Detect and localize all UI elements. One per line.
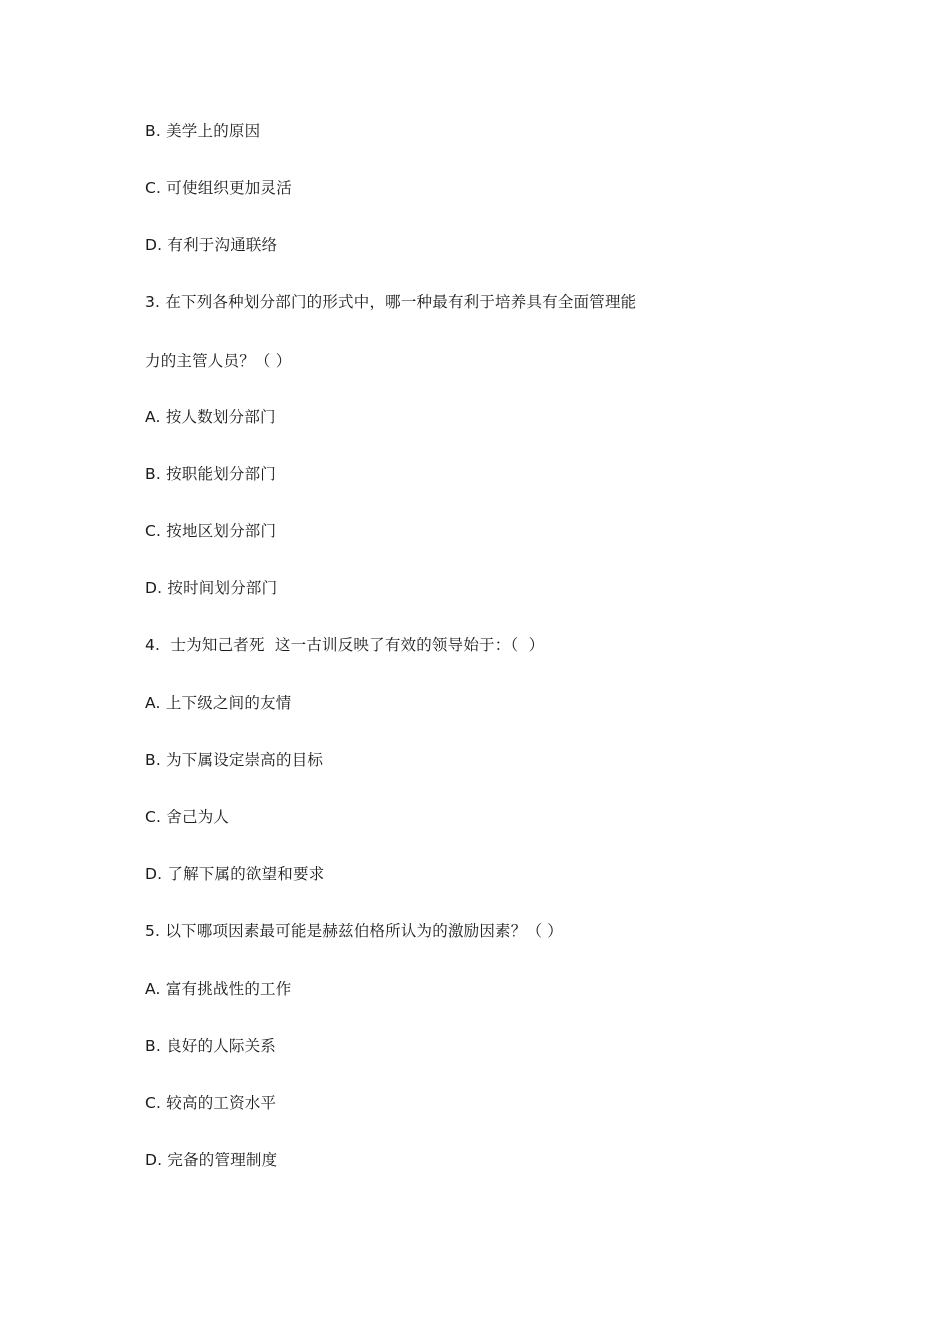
question-line — [145, 635, 544, 655]
option-label: B. — [145, 465, 161, 483]
option-text: 有利于沟通联络 — [167, 236, 278, 254]
option-line — [145, 1150, 277, 1170]
question-line-continued — [145, 351, 291, 371]
option-label: C. — [145, 808, 162, 826]
option-line — [145, 807, 229, 827]
option-line — [145, 750, 323, 770]
option-line — [145, 864, 324, 884]
option-text: 完备的管理制度 — [167, 1151, 278, 1169]
option-label: B. — [145, 122, 161, 140]
option-label: A. — [145, 694, 161, 712]
option-line — [145, 178, 292, 198]
question-text: 力的主管人员？（ ） — [145, 352, 292, 370]
option-label: D. — [145, 865, 163, 883]
option-line — [145, 578, 277, 598]
option-text: 按时间划分部门 — [167, 579, 278, 597]
question-line — [145, 292, 636, 312]
option-line — [145, 235, 277, 255]
option-label: C. — [145, 522, 162, 540]
question-text: 士为知己者死 这一古训反映了有效的领导始于：（ ） — [165, 636, 545, 654]
option-line — [145, 1036, 276, 1056]
option-label: B. — [145, 751, 161, 769]
question-text: 以下哪项因素最可能是赫兹伯格所认为的激励因素？（ ） — [165, 922, 563, 940]
option-line — [145, 693, 291, 713]
option-text: 富有挑战性的工作 — [165, 980, 292, 998]
option-label: A. — [145, 408, 161, 426]
option-label: B. — [145, 1037, 161, 1055]
question-number: 5. — [145, 922, 161, 940]
question-number: 3. — [145, 293, 161, 311]
option-line — [145, 407, 276, 427]
option-text: 美学上的原因 — [166, 122, 261, 140]
option-line — [145, 521, 276, 541]
option-text: 良好的人际关系 — [166, 1037, 277, 1055]
option-text: 按职能划分部门 — [166, 465, 277, 483]
option-label: D. — [145, 579, 163, 597]
option-text: 按地区划分部门 — [166, 522, 277, 540]
option-label: D. — [145, 236, 163, 254]
question-text: 在下列各种划分部门的形式中，哪一种最有利于培养具有全面管理能 — [165, 293, 637, 311]
option-line — [145, 464, 276, 484]
option-text: 了解下属的欲望和要求 — [167, 865, 325, 883]
option-text: 为下属设定崇高的目标 — [166, 751, 324, 769]
option-label: C. — [145, 179, 162, 197]
option-line — [145, 1093, 276, 1113]
question-line — [145, 921, 563, 941]
option-label: D. — [145, 1151, 163, 1169]
option-text: 较高的工资水平 — [166, 1094, 277, 1112]
question-number: 4. — [145, 636, 161, 654]
option-label: A. — [145, 980, 161, 998]
option-label: C. — [145, 1094, 162, 1112]
option-line — [145, 979, 291, 999]
option-text: 上下级之间的友情 — [165, 694, 292, 712]
option-text: 舍己为人 — [166, 808, 230, 826]
option-text: 按人数划分部门 — [165, 408, 276, 426]
option-line — [145, 121, 260, 141]
option-text: 可使组织更加灵活 — [166, 179, 292, 197]
